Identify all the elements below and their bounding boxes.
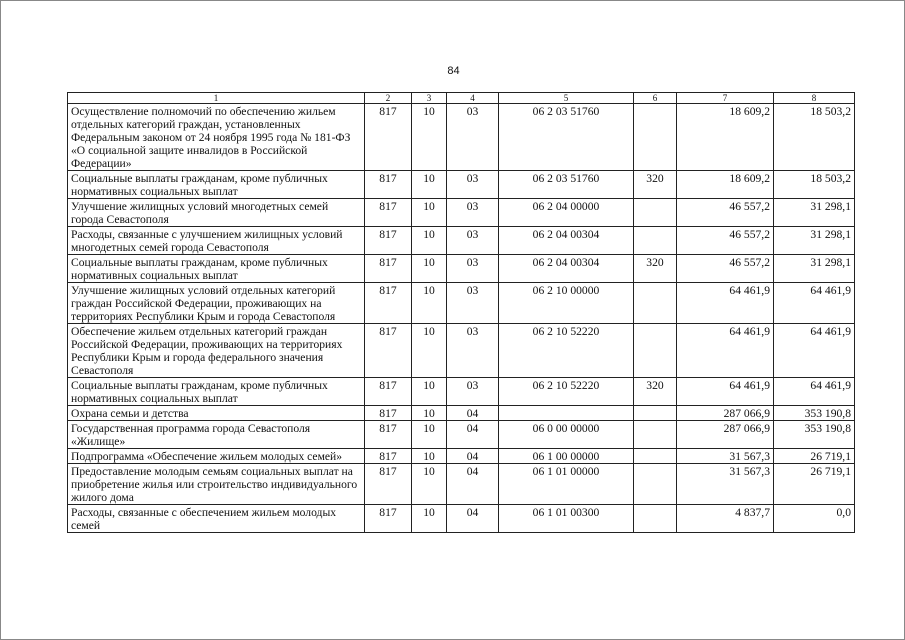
department-code: 817 — [365, 199, 412, 227]
amount-col8: 64 461,9 — [774, 324, 855, 378]
amount-col7: 18 609,2 — [677, 171, 774, 199]
page-number: 84 — [447, 65, 460, 77]
department-code: 817 — [365, 505, 412, 533]
budget-table — [67, 92, 855, 533]
target-article-code: 06 2 04 00304 — [499, 227, 634, 255]
target-article-code: 06 2 10 52220 — [499, 324, 634, 378]
table-row — [68, 505, 855, 533]
row-name: Социальные выплаты гражданам, кроме публичных нормативных социальных выплат — [68, 171, 365, 199]
section-code: 10 — [412, 505, 447, 533]
row-name: Социальные выплаты гражданам, кроме публичных нормативных социальных выплат — [68, 378, 365, 406]
section-code: 10 — [412, 324, 447, 378]
target-article-code: 06 2 10 00000 — [499, 283, 634, 324]
subsection-code: 03 — [447, 324, 499, 378]
section-code: 10 — [412, 464, 447, 505]
section-code: 10 — [412, 406, 447, 421]
subsection-code: 03 — [447, 104, 499, 171]
table-row — [68, 227, 855, 255]
amount-col7: 287 066,9 — [677, 406, 774, 421]
department-code: 817 — [365, 227, 412, 255]
department-code: 817 — [365, 421, 412, 449]
subsection-code: 03 — [447, 283, 499, 324]
target-article-code: 06 0 00 00000 — [499, 421, 634, 449]
column-header: 8 — [774, 93, 855, 104]
table-row — [68, 104, 855, 171]
row-name: Расходы, связанные с обеспечением жильем молодых семей — [68, 505, 365, 533]
table-row — [68, 421, 855, 449]
expense-type-code — [634, 199, 677, 227]
row-name: Предоставление молодым семьям социальных выплат на приобретение жилья или строительство индивидуального жилого дома — [68, 464, 365, 505]
section-code: 10 — [412, 171, 447, 199]
amount-col7: 31 567,3 — [677, 464, 774, 505]
department-code: 817 — [365, 464, 412, 505]
subsection-code: 04 — [447, 464, 499, 505]
row-name: Осуществление полномочий по обеспечению жильем отдельных категорий граждан, установленных Федеральным законом от 24 ноября 1995 года № 181-ФЗ «О социальной защите инвалидов в Российской Федерации» — [68, 104, 365, 171]
department-code: 817 — [365, 255, 412, 283]
target-article-code: 06 2 04 00304 — [499, 255, 634, 283]
section-code: 10 — [412, 227, 447, 255]
target-article-code: 06 2 03 51760 — [499, 104, 634, 171]
column-header: 4 — [447, 93, 499, 104]
department-code: 817 — [365, 171, 412, 199]
expense-type-code — [634, 505, 677, 533]
subsection-code: 04 — [447, 421, 499, 449]
amount-col8: 64 461,9 — [774, 378, 855, 406]
department-code: 817 — [365, 406, 412, 421]
column-header: 3 — [412, 93, 447, 104]
amount-col7: 31 567,3 — [677, 449, 774, 464]
expense-type-code: 320 — [634, 255, 677, 283]
subsection-code: 04 — [447, 406, 499, 421]
amount-col8: 26 719,1 — [774, 464, 855, 505]
section-code: 10 — [412, 378, 447, 406]
target-article-code: 06 2 04 00000 — [499, 199, 634, 227]
section-code: 10 — [412, 449, 447, 464]
expense-type-code — [634, 324, 677, 378]
subsection-code: 04 — [447, 449, 499, 464]
expense-type-code — [634, 449, 677, 464]
row-name: Охрана семьи и детства — [68, 406, 365, 421]
amount-col7: 64 461,9 — [677, 324, 774, 378]
row-name: Подпрограмма «Обеспечение жильем молодых семей» — [68, 449, 365, 464]
section-code: 10 — [412, 199, 447, 227]
section-code: 10 — [412, 421, 447, 449]
expense-type-code: 320 — [634, 378, 677, 406]
amount-col7: 46 557,2 — [677, 227, 774, 255]
amount-col8: 31 298,1 — [774, 227, 855, 255]
row-name: Улучшение жилищных условий многодетных семей города Севастополя — [68, 199, 365, 227]
table-row — [68, 324, 855, 378]
row-name: Обеспечение жильем отдельных категорий граждан Российской Федерации, проживающих на территориях Республики Крым и города федерального значения Севастополя — [68, 324, 365, 378]
subsection-code: 03 — [447, 255, 499, 283]
subsection-code: 03 — [447, 378, 499, 406]
target-article-code: 06 2 10 52220 — [499, 378, 634, 406]
table-row — [68, 449, 855, 464]
amount-col7: 287 066,9 — [677, 421, 774, 449]
department-code: 817 — [365, 283, 412, 324]
section-code: 10 — [412, 104, 447, 171]
target-article-code: 06 1 01 00300 — [499, 505, 634, 533]
row-name: Улучшение жилищных условий отдельных категорий граждан Российской Федерации, проживающих на территориях Республики Крым и города Севастополя — [68, 283, 365, 324]
department-code: 817 — [365, 104, 412, 171]
department-code: 817 — [365, 324, 412, 378]
subsection-code: 03 — [447, 199, 499, 227]
column-header: 5 — [499, 93, 634, 104]
amount-col7: 64 461,9 — [677, 283, 774, 324]
section-code: 10 — [412, 283, 447, 324]
row-name: Социальные выплаты гражданам, кроме публичных нормативных социальных выплат — [68, 255, 365, 283]
table-row — [68, 464, 855, 505]
expense-type-code — [634, 464, 677, 505]
table-row — [68, 255, 855, 283]
amount-col7: 46 557,2 — [677, 199, 774, 227]
table-row — [68, 378, 855, 406]
amount-col8: 31 298,1 — [774, 255, 855, 283]
table-row — [68, 199, 855, 227]
table-row — [68, 171, 855, 199]
amount-col7: 4 837,7 — [677, 505, 774, 533]
expense-type-code — [634, 283, 677, 324]
table-row — [68, 283, 855, 324]
amount-col8: 64 461,9 — [774, 283, 855, 324]
expense-type-code — [634, 227, 677, 255]
amount-col7: 18 609,2 — [677, 104, 774, 171]
table-row — [68, 406, 855, 421]
column-header: 2 — [365, 93, 412, 104]
column-header: 6 — [634, 93, 677, 104]
target-article-code — [499, 406, 634, 421]
expense-type-code — [634, 421, 677, 449]
amount-col8: 353 190,8 — [774, 421, 855, 449]
expense-type-code: 320 — [634, 171, 677, 199]
amount-col7: 64 461,9 — [677, 378, 774, 406]
row-name: Государственная программа города Севастополя «Жилище» — [68, 421, 365, 449]
expense-type-code — [634, 104, 677, 171]
column-number-row — [68, 93, 855, 104]
department-code: 817 — [365, 378, 412, 406]
amount-col8: 18 503,2 — [774, 171, 855, 199]
section-code: 10 — [412, 255, 447, 283]
amount-col8: 0,0 — [774, 505, 855, 533]
subsection-code: 03 — [447, 171, 499, 199]
amount-col8: 26 719,1 — [774, 449, 855, 464]
expense-type-code — [634, 406, 677, 421]
row-name: Расходы, связанные с улучшением жилищных условий многодетных семей города Севастополя — [68, 227, 365, 255]
column-header: 1 — [68, 93, 365, 104]
amount-col8: 31 298,1 — [774, 199, 855, 227]
target-article-code: 06 1 00 00000 — [499, 449, 634, 464]
subsection-code: 03 — [447, 227, 499, 255]
amount-col8: 18 503,2 — [774, 104, 855, 171]
target-article-code: 06 1 01 00000 — [499, 464, 634, 505]
column-header: 7 — [677, 93, 774, 104]
amount-col7: 46 557,2 — [677, 255, 774, 283]
amount-col8: 353 190,8 — [774, 406, 855, 421]
target-article-code: 06 2 03 51760 — [499, 171, 634, 199]
subsection-code: 04 — [447, 505, 499, 533]
department-code: 817 — [365, 449, 412, 464]
